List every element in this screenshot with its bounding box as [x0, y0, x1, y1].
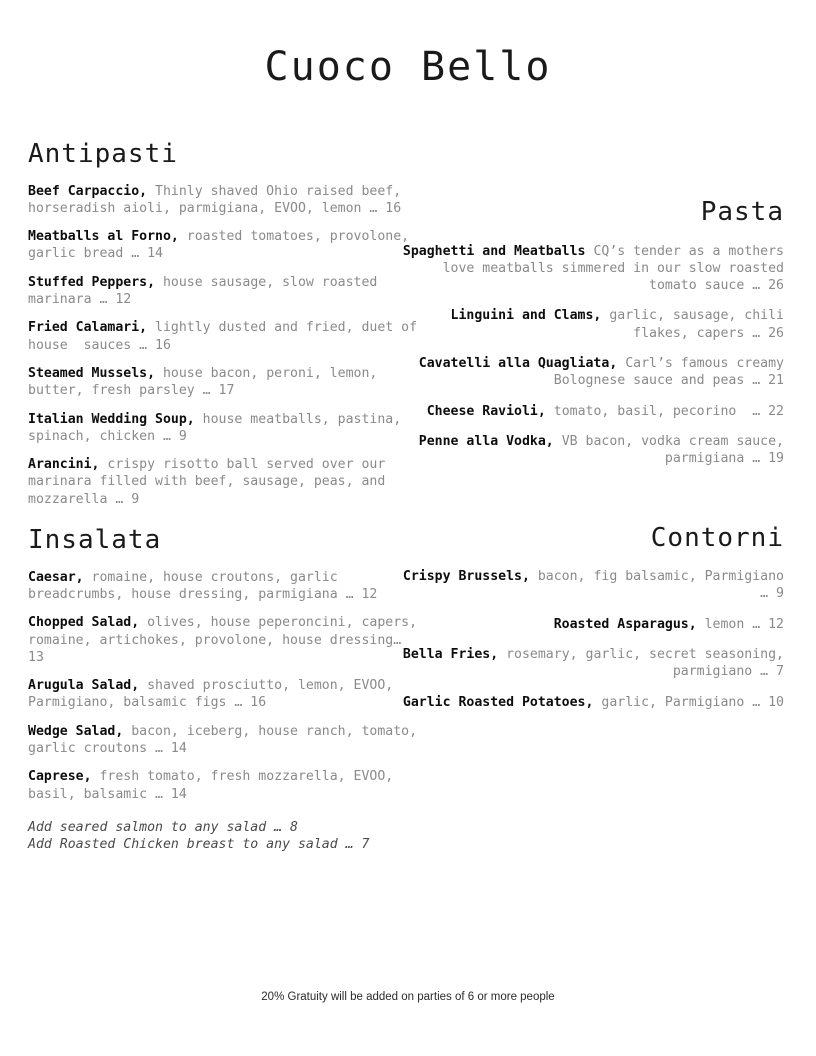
menu-item-description: house bacon, peroni, lemon, butter, fresh parsley … 17 — [28, 365, 386, 399]
menu-item-name: Chopped Salad, — [28, 615, 140, 631]
menu-item — [392, 433, 792, 468]
menu-item — [392, 307, 792, 342]
menu-item — [392, 616, 784, 633]
menu-item-name: Linguini and Clams, — [450, 308, 602, 324]
menu-item-name: Penne alla Vodka, — [418, 433, 554, 449]
menu-item-description: Carl’s famous creamy Bolognese sauce and peas … 21 — [553, 356, 792, 389]
contorni-item-list — [392, 568, 792, 711]
menu-item — [28, 677, 424, 712]
section-heading-contorni: Contorni — [650, 522, 784, 553]
menu-item-description: CQ’s tender as a mothers love meatballs simmered in our slow roasted tomato sauce … 26 — [442, 243, 792, 294]
menu-item-description: house meatballs, pastina, spinach, chicken … 9 — [28, 411, 410, 444]
menu-item-name: Fried Calamari, — [28, 320, 148, 336]
section-pasta — [392, 197, 792, 468]
menu-item — [392, 694, 784, 711]
menu-item-name: Caesar, — [28, 569, 84, 585]
menu-item-name: Roasted Asparagus, — [553, 616, 697, 632]
salad-addon-line: Add seared salmon to any salad … 8 — [28, 819, 298, 835]
menu-item-description: lightly dusted and fried, duet of house sauces … 16 — [28, 320, 425, 353]
menu-item-name: Spaghetti and Meatballs — [402, 243, 586, 259]
section-heading-antipasti: Antipasti — [28, 139, 178, 169]
menu-item — [28, 768, 424, 803]
menu-item-description: garlic, Parmigiano … 10 — [593, 694, 784, 710]
menu-item — [28, 183, 424, 218]
menu-item-name: Cheese Ravioli, — [426, 403, 546, 419]
menu-item-name: Steamed Mussels, — [28, 365, 156, 381]
menu-item — [28, 569, 424, 604]
menu-item-name: Italian Wedding Soup, — [28, 411, 195, 427]
menu-item-description: bacon, fig balsamic, Parmigiano … 9 — [529, 569, 792, 602]
menu-item-name: Wedge Salad, — [28, 723, 124, 739]
menu-item — [28, 614, 424, 666]
menu-item-description: fresh tomato, fresh mozzarella, EVOO, basil, balsamic … 14 — [28, 769, 402, 802]
section-insalata — [28, 526, 424, 853]
menu-item — [392, 355, 792, 390]
menu-item-description: romaine, house croutons, garlic breadcrumbs, house dressing, parmigiana … 12 — [28, 569, 378, 602]
menu-item-name: Stuffed Peppers, — [28, 274, 156, 290]
menu-item — [28, 274, 424, 309]
menu-item — [28, 228, 424, 263]
menu-item-description: shaved prosciutto, lemon, EVOO, Parmigiano, balsamic figs … 16 — [28, 678, 402, 711]
menu-item-name: Bella Fries, — [402, 647, 499, 663]
pasta-item-list — [392, 243, 792, 468]
insalata-item-list — [28, 569, 424, 854]
left-column — [28, 140, 424, 858]
menu-item — [28, 365, 424, 400]
menu-item-name: Caprese, — [28, 769, 92, 785]
section-antipasti — [28, 140, 424, 508]
menu-item — [392, 403, 784, 420]
menu-item-description: Thinly shaved Ohio raised beef, horseradish aioli, parmigiana, EVOO, lemon … 16 — [28, 183, 410, 216]
menu-item-name: Meatballs al Forno, — [28, 229, 179, 245]
menu-item — [28, 456, 424, 508]
section-heading-pasta: Pasta — [700, 197, 784, 227]
menu-item-name: Garlic Roasted Potatoes, — [402, 694, 594, 710]
menu-item-description: rosemary, garlic, secret seasoning, parmigiano … 7 — [498, 647, 792, 680]
salad-addon-line: Add Roasted Chicken breast to any salad … 7 — [28, 837, 370, 853]
menu-item-name: Arugula Salad, — [28, 678, 140, 694]
menu-item-description: olives, house peperoncini, capers, romaine, artichokes, provolone, house dressing… 13 — [28, 615, 425, 665]
right-column — [392, 197, 792, 724]
section-heading-insalata: Insalata — [28, 525, 162, 556]
menu-item-description: roasted tomatoes, provolone, garlic bread … 14 — [28, 229, 418, 262]
menu-item-description: garlic, sausage, chili flakes, capers … 26 — [601, 308, 792, 341]
menu-item — [392, 646, 792, 681]
menu-item — [392, 243, 792, 295]
salad-addons — [28, 819, 424, 854]
menu-item — [28, 319, 424, 354]
menu-item-name: Arancini, — [28, 457, 100, 473]
menu-item — [392, 568, 792, 603]
menu-item-description: tomato, basil, pecorino … 22 — [545, 403, 784, 419]
menu-item-description: bacon, iceberg, house ranch, tomato, garlic croutons … 14 — [28, 723, 425, 757]
menu-item-description: lemon … 12 — [696, 616, 784, 632]
menu-item-name: Crispy Brussels, — [402, 569, 530, 585]
menu-item-description: crispy risotto ball served over our marinara filled with beef, sausage, peas, and mozzarella … 9 — [28, 457, 394, 507]
menu-item-description: house sausage, slow roasted marinara … 12 — [28, 274, 386, 308]
restaurant-name-title: Cuoco Bello — [264, 44, 552, 90]
gratuity-note: 20% Gratuity will be added on parties of 6 or more people — [261, 991, 555, 1003]
menu-item — [28, 411, 424, 446]
menu-item — [28, 723, 424, 758]
menu-item-name: Cavatelli alla Quagliata, — [418, 356, 618, 372]
menu-item-name: Beef Carpaccio, — [28, 183, 148, 199]
section-contorni — [392, 522, 792, 711]
menu-item-description: VB bacon, vodka cream sauce, parmigiana … 19 — [553, 433, 792, 467]
antipasti-item-list — [28, 183, 424, 508]
